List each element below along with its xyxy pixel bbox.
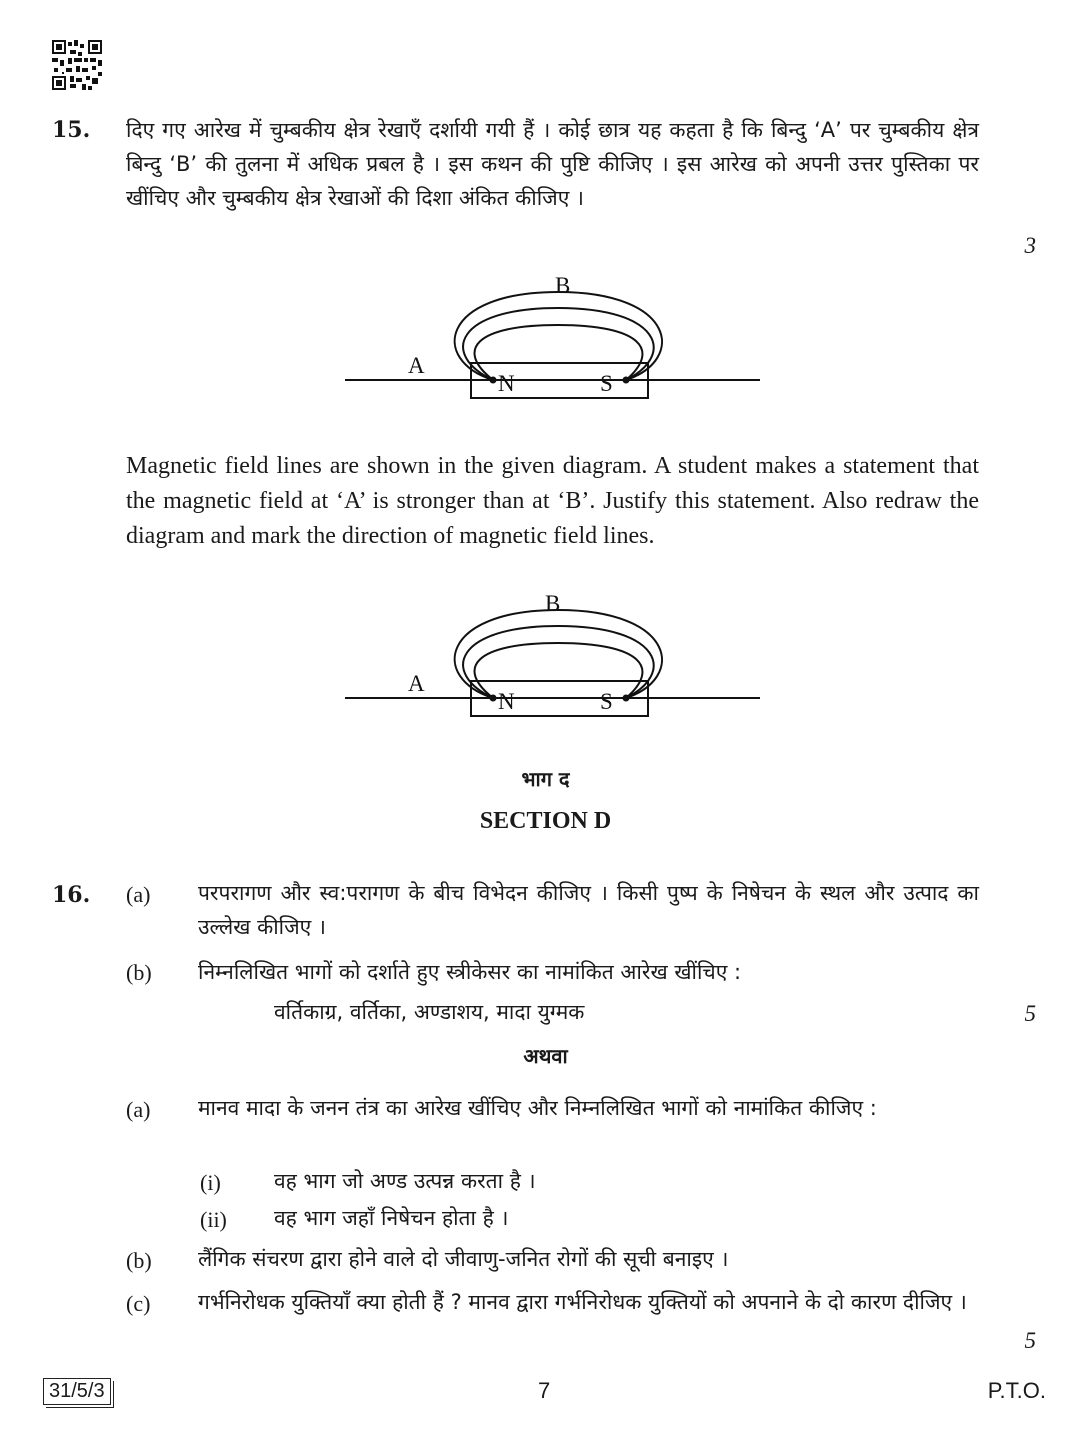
part-label: (c) (126, 1291, 151, 1316)
part-text: मानव मादा के जनन तंत्र का आरेख खींचिए और निम्नलिखित भागों को नामांकित कीजिए : (198, 1096, 877, 1120)
pto-label: P.T.O. (987, 1378, 1046, 1403)
label-b: B (555, 273, 571, 298)
label-s: S (600, 689, 613, 714)
part-text: गर्भनिरोधक युक्तियाँ क्या होती हैं ? मानव द्वारा गर्भनिरोधक युक्तियों को अपनाने के दो कारण दीजिए । (198, 1290, 967, 1314)
question-number: 15. (52, 117, 91, 143)
qr-code (52, 40, 102, 90)
subpart-text: वह भाग जो अण्ड उत्पन्न करता है । (274, 1169, 536, 1193)
part-label: (b) (126, 1248, 152, 1273)
part-text: परपरागण और स्व:परागण के बीच विभेदन कीजिए । किसी पुष्प के निषेचन के स्थल और उत्पाद का उल्लेख कीजिए । (198, 881, 979, 939)
section-heading-hindi: भाग द (521, 767, 570, 791)
section-heading-english: SECTION D (479, 808, 612, 834)
question-15-hindi-text: दिए गए आरेख में चुम्बकीय क्षेत्र रेखाएँ दर्शायी गयी हैं । कोई छात्र यह कहता है कि बिन्दु ‘A’ पर चुम्बकीय क्षेत्र बिन्दु ‘B’ की तुलना में अधिक प्रबल है । इस कथन की पुष्टि कीजिए । इस आरेख को अपनी उत्तर पुस्तिका पर खींचिए और चुम्बकीय क्षेत्र रेखाओं की दिशा अंकित कीजिए । (126, 118, 979, 210)
subpart-label: (ii) (200, 1207, 227, 1232)
question-15-english-text: Magnetic field lines are shown in the given diagram. A student makes a statement that the magnetic field at ‘A’ is stronger than at ‘B’. Justify this statement. Also redraw the diagram and mark the direction of magnetic field lines. (126, 453, 979, 549)
part-label: (b) (126, 960, 152, 985)
subpart-text: वह भाग जहाँ निषेचन होता है । (274, 1206, 509, 1230)
label-a: A (408, 353, 425, 378)
or-label: अथवा (523, 1044, 568, 1068)
label-n: N (498, 371, 515, 396)
marks: 5 (1024, 1328, 1036, 1353)
part-text: लैंगिक संचरण द्वारा होने वाले दो जीवाणु-जनित रोगों की सूची बनाइए । (198, 1247, 729, 1271)
part-list: वर्तिकाग्र, वर्तिका, अण्डाशय, मादा युग्मक (274, 1000, 585, 1024)
part-label: (a) (126, 882, 151, 907)
part-label: (a) (126, 1097, 151, 1122)
label-b: B (545, 591, 561, 616)
part-text: निम्नलिखित भागों को दर्शाते हुए स्त्रीकेसर का नामांकित आरेख खींचिए : (198, 960, 742, 984)
page-number: 7 (538, 1378, 551, 1403)
label-n: N (498, 689, 515, 714)
paper-code: 31/5/3 (43, 1378, 111, 1405)
subpart-label: (i) (200, 1170, 221, 1195)
magnet-field-diagram (340, 588, 770, 723)
question-number: 16. (52, 882, 91, 908)
label-s: S (600, 371, 613, 396)
label-a: A (408, 671, 425, 696)
marks: 5 (1024, 1001, 1036, 1026)
magnet-field-diagram (340, 270, 770, 405)
marks: 3 (1024, 233, 1036, 258)
